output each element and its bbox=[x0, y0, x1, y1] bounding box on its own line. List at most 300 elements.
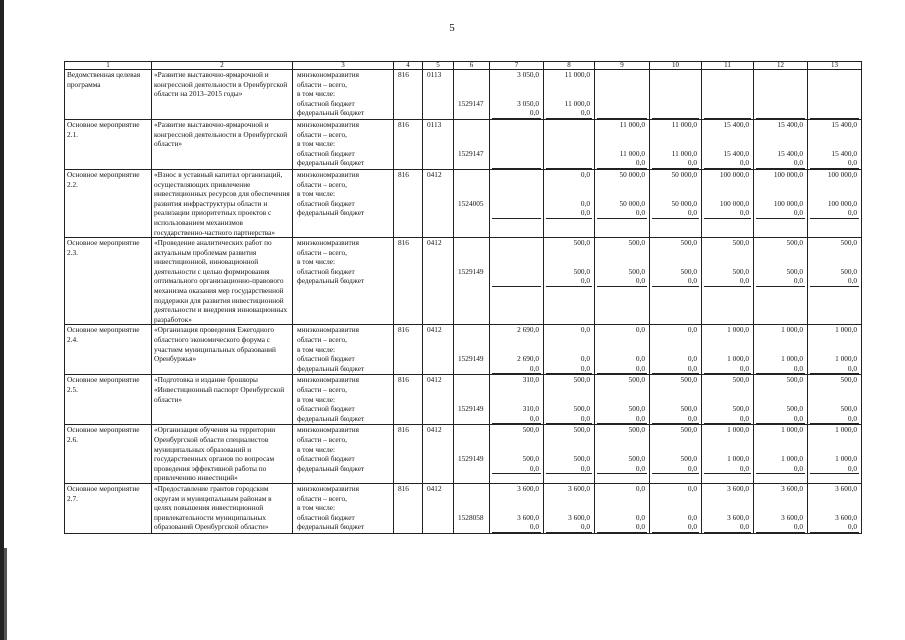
value-line bbox=[492, 445, 541, 455]
year-value-cell bbox=[754, 169, 808, 237]
value-line: 11 000,0 bbox=[564, 70, 590, 79]
year-value-cell bbox=[544, 70, 595, 120]
value-line bbox=[546, 80, 592, 90]
ministry-code bbox=[394, 375, 423, 425]
page-number: 5 bbox=[449, 22, 455, 34]
value-line: 500,0 bbox=[680, 238, 697, 248]
value-line: 0,0 bbox=[756, 464, 805, 475]
value-line: 15 400,0 bbox=[831, 119, 857, 129]
value-line: 0,0 bbox=[810, 208, 859, 219]
value-line bbox=[597, 345, 647, 355]
executor-line: минэкономразвития bbox=[297, 325, 359, 335]
section-code bbox=[423, 375, 454, 425]
code-line bbox=[456, 89, 487, 99]
value-line: 1 000,0 bbox=[781, 454, 803, 464]
year-value-cell bbox=[808, 425, 862, 484]
executor-line: области – всего, bbox=[297, 335, 347, 345]
executor-line: федеральный бюджет bbox=[297, 276, 365, 286]
year-value-cell bbox=[650, 483, 702, 533]
value-line bbox=[597, 99, 647, 109]
value-line: 3 600,0 bbox=[781, 512, 803, 522]
value-line: 0,0 bbox=[810, 414, 859, 425]
code-line bbox=[456, 130, 487, 140]
value-line bbox=[756, 180, 805, 190]
value-line bbox=[597, 335, 647, 345]
code-line: 1529149 bbox=[458, 404, 484, 414]
value-line: 0,0 bbox=[580, 354, 590, 364]
value-line: 0,0 bbox=[546, 364, 592, 375]
value-line bbox=[756, 80, 805, 90]
year-value-cell bbox=[754, 70, 808, 120]
value-line: 0,0 bbox=[652, 364, 699, 375]
section-code bbox=[423, 119, 454, 169]
value-line bbox=[492, 120, 541, 130]
value-line bbox=[597, 108, 647, 119]
year-value-cell bbox=[650, 169, 702, 237]
value-line: 0,0 bbox=[687, 325, 697, 335]
value-line bbox=[704, 80, 751, 90]
year-value-cell bbox=[808, 483, 862, 533]
activity-name: «Подготовка и издание брошюры «Инвестиционный паспорт Оренбургской области» bbox=[152, 375, 293, 425]
value-line bbox=[546, 395, 592, 405]
value-line: 3 050,0 bbox=[517, 98, 539, 108]
value-line: 3 050,0 bbox=[517, 70, 539, 79]
year-value-cell bbox=[702, 238, 754, 325]
code-line bbox=[456, 435, 487, 445]
value-line bbox=[756, 99, 805, 109]
value-line bbox=[652, 108, 699, 119]
table-row bbox=[65, 325, 862, 375]
value-line: 0,0 bbox=[704, 522, 751, 533]
value-line bbox=[756, 257, 805, 267]
value-line bbox=[492, 276, 541, 287]
value-line bbox=[810, 385, 859, 395]
executor-cell bbox=[293, 119, 394, 169]
value-line: 0,0 bbox=[546, 464, 592, 475]
value-line: 500,0 bbox=[522, 454, 539, 464]
year-value-cell bbox=[544, 238, 595, 325]
value-line bbox=[756, 345, 805, 355]
value-line: 1 000,0 bbox=[727, 454, 749, 464]
value-line bbox=[492, 130, 541, 140]
value-line: 0,0 bbox=[756, 522, 805, 533]
value-line: 0,0 bbox=[597, 276, 647, 287]
value-line bbox=[810, 89, 859, 99]
executor-line: области – всего, bbox=[297, 247, 347, 257]
value-line bbox=[546, 345, 592, 355]
executor-line: федеральный бюджет bbox=[297, 522, 365, 532]
value-line bbox=[704, 435, 751, 445]
code-line bbox=[456, 335, 487, 345]
value-line: 0,0 bbox=[810, 464, 859, 475]
code-line bbox=[456, 464, 487, 474]
value-line bbox=[704, 503, 751, 513]
code-line bbox=[456, 503, 487, 513]
activity-kind: Ведомственная целевая программа bbox=[65, 70, 152, 120]
value-line: 0,0 bbox=[597, 208, 647, 219]
year-value-cell bbox=[808, 325, 862, 375]
value-line: 0,0 bbox=[597, 464, 647, 475]
value-line bbox=[652, 80, 699, 90]
year-value-cell bbox=[702, 375, 754, 425]
executor-line: минэкономразвития bbox=[297, 70, 359, 79]
value-line bbox=[704, 345, 751, 355]
executor-line: в том числе: bbox=[297, 344, 336, 354]
target-article-code bbox=[454, 483, 490, 533]
value-line bbox=[492, 89, 541, 99]
code-line bbox=[456, 139, 487, 149]
executor-line: в том числе: bbox=[297, 257, 336, 267]
value-line: 0,0 bbox=[492, 414, 541, 425]
executor-line: областной бюджет bbox=[297, 354, 355, 364]
value-line: 310,0 bbox=[522, 375, 539, 385]
value-line bbox=[597, 130, 647, 140]
value-line bbox=[652, 395, 699, 405]
value-line bbox=[492, 395, 541, 405]
value-line bbox=[546, 139, 592, 149]
column-number-header: 4 bbox=[394, 62, 423, 70]
value-line bbox=[704, 99, 751, 109]
code-line bbox=[456, 375, 487, 385]
ministry-code bbox=[394, 425, 423, 484]
executor-line: областной бюджет bbox=[297, 404, 355, 414]
code-line bbox=[456, 395, 487, 405]
executor-line: областной бюджет bbox=[297, 266, 355, 276]
value-line bbox=[597, 180, 647, 190]
value-line bbox=[492, 494, 541, 504]
activity-name: «Предоставление грантов городским округам и муниципальным районам в целях повышения инвестиционной привлекательности муниципальных образований Оренбургской области» bbox=[152, 483, 293, 533]
value-line bbox=[652, 180, 699, 190]
value-line bbox=[810, 395, 859, 405]
value-line bbox=[492, 158, 541, 169]
value-line: 0,0 bbox=[652, 464, 699, 475]
value-line: 500,0 bbox=[840, 375, 857, 385]
value-line bbox=[492, 149, 541, 159]
value-line bbox=[756, 70, 805, 80]
target-article-code bbox=[454, 238, 490, 325]
table-row bbox=[65, 238, 862, 325]
value-line bbox=[597, 70, 647, 80]
executor-cell bbox=[293, 375, 394, 425]
value-line: 3 600,0 bbox=[727, 512, 749, 522]
executor-line: в том числе: bbox=[297, 139, 336, 149]
column-number-header: 10 bbox=[650, 62, 702, 70]
value-line bbox=[810, 180, 859, 190]
value-line: 3 600,0 bbox=[835, 483, 857, 493]
section-code bbox=[423, 169, 454, 237]
value-line bbox=[756, 335, 805, 345]
value-line: 0,0 bbox=[546, 276, 592, 287]
executor-line: области – всего, bbox=[297, 129, 347, 139]
value-line: 500,0 bbox=[628, 238, 645, 248]
value-line: 1 000,0 bbox=[835, 354, 857, 364]
value-line: 15 400,0 bbox=[723, 119, 749, 129]
value-line: 500,0 bbox=[840, 266, 857, 276]
year-value-cell bbox=[595, 375, 650, 425]
executor-line: области – всего, bbox=[297, 493, 347, 503]
value-line: 0,0 bbox=[652, 208, 699, 219]
value-line bbox=[597, 494, 647, 504]
value-line bbox=[810, 435, 859, 445]
code-line bbox=[456, 248, 487, 258]
column-number-header: 8 bbox=[544, 62, 595, 70]
year-value-cell bbox=[754, 238, 808, 325]
value-line bbox=[546, 257, 592, 267]
year-value-cell bbox=[595, 483, 650, 533]
activity-name: «Развитие выставочно-ярмарочной и конгрессной деятельности в Оренбургской области на 2013–2015 годы» bbox=[152, 70, 293, 120]
executor-line: федеральный бюджет bbox=[297, 463, 365, 473]
value-line: 0,0 bbox=[546, 208, 592, 219]
value-line bbox=[492, 199, 541, 209]
value-line: 15 400,0 bbox=[777, 148, 803, 158]
value-line bbox=[492, 208, 541, 219]
executor-line: областной бюджет bbox=[297, 198, 355, 208]
value-line: 310,0 bbox=[522, 404, 539, 414]
value-line: 11 000,0 bbox=[671, 119, 697, 129]
value-line bbox=[756, 248, 805, 258]
executor-line: в том числе: bbox=[297, 189, 336, 199]
code-line bbox=[456, 484, 487, 494]
executor-line: минэкономразвития bbox=[297, 169, 359, 179]
column-number-row bbox=[65, 62, 862, 70]
column-number-header: 2 bbox=[152, 62, 293, 70]
value-line bbox=[652, 70, 699, 80]
value-line: 500,0 bbox=[680, 425, 697, 435]
value-line: 11 000,0 bbox=[564, 98, 590, 108]
value-line bbox=[756, 108, 805, 119]
value-line: 0,0 bbox=[597, 414, 647, 425]
code-line bbox=[456, 364, 487, 374]
ministry-code bbox=[394, 169, 423, 237]
value-line: 0,0 bbox=[580, 169, 590, 179]
year-value-cell bbox=[808, 119, 862, 169]
year-value-cell bbox=[650, 238, 702, 325]
code-line bbox=[456, 238, 487, 248]
value-line: 2 690,0 bbox=[517, 354, 539, 364]
code-line bbox=[456, 414, 487, 424]
year-value-cell bbox=[702, 119, 754, 169]
year-value-cell bbox=[808, 238, 862, 325]
year-value-cell bbox=[702, 169, 754, 237]
code-line bbox=[456, 257, 487, 267]
value-line bbox=[652, 385, 699, 395]
value-line: 1 000,0 bbox=[835, 325, 857, 335]
value-line bbox=[756, 139, 805, 149]
value-line: 0,0 bbox=[580, 325, 590, 335]
value-line: 0,0 bbox=[597, 522, 647, 533]
value-line bbox=[810, 189, 859, 199]
value-line bbox=[704, 445, 751, 455]
executor-line: областной бюджет bbox=[297, 512, 355, 522]
year-value-cell bbox=[702, 483, 754, 533]
binding-mark bbox=[4, 548, 7, 640]
executor-cell bbox=[293, 169, 394, 237]
executor-line: минэкономразвития bbox=[297, 375, 359, 385]
executor-line: области – всего, bbox=[297, 179, 347, 189]
value-line: 0,0 bbox=[756, 158, 805, 169]
value-line bbox=[652, 445, 699, 455]
value-line bbox=[704, 385, 751, 395]
value-line: 500,0 bbox=[786, 404, 803, 414]
value-line bbox=[597, 385, 647, 395]
code-line bbox=[456, 522, 487, 532]
value-line bbox=[652, 130, 699, 140]
year-value-cell bbox=[595, 425, 650, 484]
value-line: 3 600,0 bbox=[517, 483, 539, 493]
value-line bbox=[546, 494, 592, 504]
value-line bbox=[704, 89, 751, 99]
year-value-cell bbox=[544, 425, 595, 484]
value-line: 2 690,0 bbox=[517, 325, 539, 335]
value-line bbox=[546, 89, 592, 99]
executor-line: федеральный бюджет bbox=[297, 108, 365, 118]
value-line: 0,0 bbox=[635, 483, 645, 493]
executor-line: в том числе: bbox=[297, 394, 336, 404]
value-line: 3 600,0 bbox=[835, 512, 857, 522]
code-line bbox=[456, 385, 487, 395]
value-line bbox=[652, 89, 699, 99]
code-value: 816 bbox=[398, 375, 409, 385]
code-line bbox=[456, 208, 487, 218]
code-line bbox=[456, 276, 487, 286]
value-line: 3 600,0 bbox=[568, 483, 590, 493]
value-line: 500,0 bbox=[680, 375, 697, 385]
activity-kind: Основное мероприятие 2.4. bbox=[65, 325, 152, 375]
value-line: 0,0 bbox=[635, 354, 645, 364]
ministry-code bbox=[394, 325, 423, 375]
code-line: 1529149 bbox=[458, 454, 484, 464]
code-line: 1524005 bbox=[458, 198, 484, 208]
value-line: 50 000,0 bbox=[671, 198, 697, 208]
value-line: 0,0 bbox=[635, 325, 645, 335]
code-value: 0113 bbox=[427, 70, 442, 79]
executor-line: федеральный бюджет bbox=[297, 208, 365, 218]
executor-cell bbox=[293, 425, 394, 484]
value-line bbox=[756, 445, 805, 455]
year-value-cell bbox=[544, 375, 595, 425]
value-line: 1 000,0 bbox=[835, 454, 857, 464]
year-value-cell bbox=[544, 325, 595, 375]
value-line bbox=[810, 345, 859, 355]
value-line bbox=[492, 257, 541, 267]
section-code bbox=[423, 238, 454, 325]
value-line: 15 400,0 bbox=[723, 148, 749, 158]
value-line bbox=[546, 335, 592, 345]
target-article-code bbox=[454, 425, 490, 484]
value-line: 0,0 bbox=[492, 364, 541, 375]
year-value-cell bbox=[754, 425, 808, 484]
value-line: 0,0 bbox=[635, 512, 645, 522]
value-line bbox=[597, 80, 647, 90]
value-line: 500,0 bbox=[680, 266, 697, 276]
value-line: 0,0 bbox=[652, 522, 699, 533]
value-line: 1 000,0 bbox=[781, 425, 803, 435]
value-line: 0,0 bbox=[687, 354, 697, 364]
value-line bbox=[597, 503, 647, 513]
value-line bbox=[652, 494, 699, 504]
value-line bbox=[546, 445, 592, 455]
code-line bbox=[456, 80, 487, 90]
code-line: 1529147 bbox=[458, 98, 484, 108]
year-value-cell bbox=[490, 70, 544, 120]
activity-kind: Основное мероприятие 2.2. bbox=[65, 169, 152, 237]
value-line: 0,0 bbox=[756, 276, 805, 287]
value-line bbox=[652, 345, 699, 355]
value-line bbox=[597, 435, 647, 445]
value-line: 500,0 bbox=[732, 404, 749, 414]
executor-line: федеральный бюджет bbox=[297, 413, 365, 423]
value-line: 0,0 bbox=[687, 512, 697, 522]
value-line: 11 000,0 bbox=[619, 148, 645, 158]
executor-line: в том числе: bbox=[297, 89, 336, 99]
value-line: 500,0 bbox=[840, 404, 857, 414]
value-line bbox=[810, 257, 859, 267]
value-line bbox=[492, 248, 541, 258]
code-value: 816 bbox=[398, 70, 409, 79]
code-line bbox=[456, 494, 487, 504]
code-line: 1529149 bbox=[458, 266, 484, 276]
value-line: 50 000,0 bbox=[619, 198, 645, 208]
ministry-code bbox=[394, 238, 423, 325]
value-line bbox=[704, 70, 751, 80]
value-line: 0,0 bbox=[652, 414, 699, 425]
value-line: 500,0 bbox=[680, 454, 697, 464]
year-value-cell bbox=[650, 425, 702, 484]
value-line bbox=[810, 99, 859, 109]
value-line: 500,0 bbox=[680, 404, 697, 414]
value-line: 100 000,0 bbox=[827, 198, 857, 208]
value-line bbox=[704, 395, 751, 405]
value-line bbox=[810, 248, 859, 258]
year-value-cell bbox=[650, 119, 702, 169]
value-line: 500,0 bbox=[786, 375, 803, 385]
year-value-cell bbox=[544, 119, 595, 169]
value-line bbox=[597, 395, 647, 405]
value-line: 100 000,0 bbox=[773, 198, 803, 208]
section-code bbox=[423, 425, 454, 484]
value-line bbox=[810, 80, 859, 90]
value-line bbox=[652, 189, 699, 199]
value-line bbox=[652, 99, 699, 109]
executor-line: областной бюджет bbox=[297, 148, 355, 158]
value-line bbox=[546, 120, 592, 130]
value-line bbox=[546, 385, 592, 395]
code-value: 816 bbox=[398, 238, 409, 248]
year-value-cell bbox=[595, 238, 650, 325]
value-line bbox=[597, 257, 647, 267]
target-article-code bbox=[454, 375, 490, 425]
year-value-cell bbox=[544, 483, 595, 533]
value-line: 500,0 bbox=[573, 404, 590, 414]
value-line: 500,0 bbox=[573, 375, 590, 385]
value-line: 0,0 bbox=[492, 108, 541, 119]
value-line bbox=[810, 503, 859, 513]
value-line bbox=[756, 130, 805, 140]
value-line: 0,0 bbox=[546, 414, 592, 425]
value-line bbox=[756, 435, 805, 445]
activity-name: «Взнос в уставный капитал организаций, осуществляющих привлечение инвестиционных ресурсов для обеспечения развития инфраструктуры области и реализации приоритетных проектов с использованием механизмов государственно-частного партнерства» bbox=[152, 169, 293, 237]
value-line bbox=[492, 238, 541, 248]
value-line: 1 000,0 bbox=[835, 425, 857, 435]
value-line: 0,0 bbox=[810, 276, 859, 287]
value-line: 100 000,0 bbox=[719, 169, 749, 179]
value-line: 500,0 bbox=[786, 238, 803, 248]
code-line: 1529149 bbox=[458, 354, 484, 364]
value-line: 0,0 bbox=[580, 198, 590, 208]
value-line bbox=[704, 257, 751, 267]
value-line: 15 400,0 bbox=[831, 148, 857, 158]
code-value: 0412 bbox=[427, 325, 442, 335]
